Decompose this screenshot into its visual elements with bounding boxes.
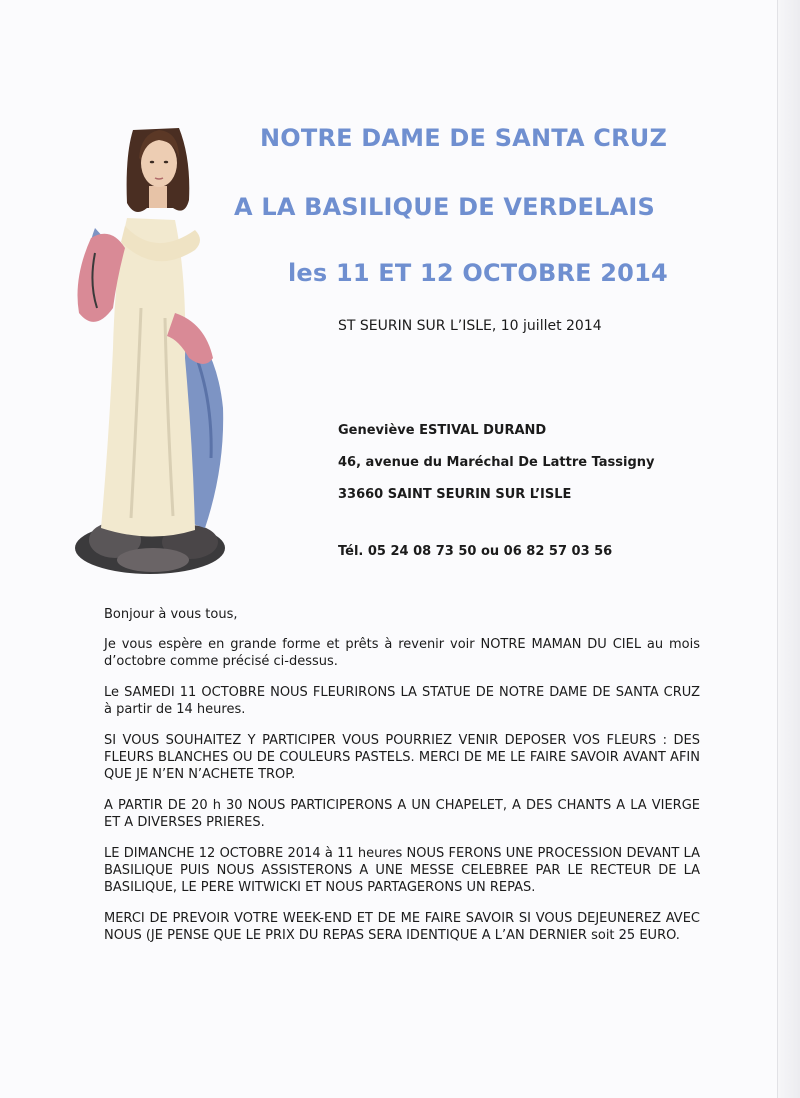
- letter-body: [104, 606, 700, 958]
- scanned-page-edge: [777, 0, 800, 1098]
- letter-greeting: Bonjour à vous tous,: [104, 607, 238, 622]
- letter-paragraph: Le SAMEDI 11 OCTOBRE NOUS FLEURIRONS LA STATUE DE NOTRE DAME DE SANTA CRUZ à partir de 14 heures.: [104, 685, 700, 717]
- title-line-3: les 11 ET 12 OCTOBRE 2014: [288, 259, 668, 287]
- sender-city: 33660 SAINT SEURIN SUR L’ISLE: [338, 487, 572, 502]
- sender-street: 46, avenue du Maréchal De Lattre Tassigny: [338, 455, 655, 470]
- letter-paragraph: Je vous espère en grande forme et prêts à revenir voir NOTRE MAMAN DU CIEL au mois d’octobre comme précisé ci-dessus.: [104, 637, 700, 669]
- title-line-1: NOTRE DAME DE SANTA CRUZ: [260, 124, 668, 152]
- sender-name: Geneviève ESTIVAL DURAND: [338, 423, 547, 438]
- letter-paragraph: LE DIMANCHE 12 OCTOBRE 2014 à 11 heures NOUS FERONS UNE PROCESSION DEVANT LA BASILIQUE PUIS NOUS ASSISTERONS A UNE MESSE CELEBREE PAR LE RECTEUR DE LA BASILIQUE, LE PERE WITWICKI ET NOUS PARTAGERONS UN REPAS.: [104, 846, 700, 895]
- letter-paragraph: SI VOUS SOUHAITEZ Y PARTICIPER VOUS POURRIEZ VENIR DEPOSER VOS FLEURS : DES FLEURS BLANCHES OU DE COULEURS PASTELS. MERCI DE ME LE FAIRE SAVOIR AVANT AFIN QUE JE N’EN N’ACHETE TROP.: [104, 733, 700, 782]
- title-line-2: A LA BASILIQUE DE VERDELAIS: [234, 193, 656, 221]
- virgin-statue-image: [55, 108, 255, 578]
- sender-phone: Tél. 05 24 08 73 50 ou 06 82 57 03 56: [338, 544, 613, 559]
- letter-paragraph: MERCI DE PREVOIR VOTRE WEEK-END ET DE ME FAIRE SAVOIR SI VOUS DEJEUNEREZ AVEC NOUS (JE PENSE QUE LE PRIX DU REPAS SERA IDENTIQUE A L’AN DERNIER soit 25 EURO.: [104, 911, 700, 943]
- letter-paragraph: A PARTIR DE 20 h 30 NOUS PARTICIPERONS A UN CHAPELET, A DES CHANTS A LA VIERGE ET A DIVERSES PRIERES.: [104, 798, 700, 830]
- place-and-date: ST SEURIN SUR L’ISLE, 10 juillet 2014: [338, 318, 602, 334]
